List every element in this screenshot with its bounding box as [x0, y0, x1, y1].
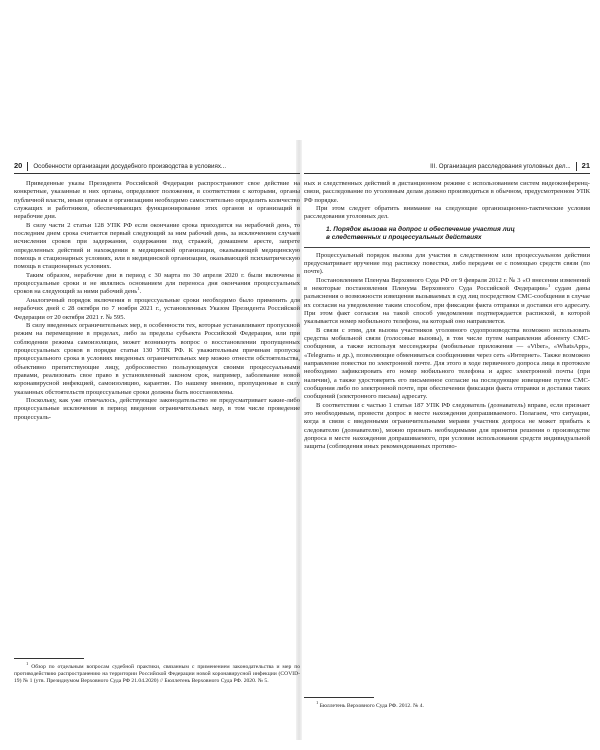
subheading-rule — [304, 247, 590, 248]
footnote-rule — [304, 697, 374, 698]
footnote-text: Обзор по отдельным вопросам судебной практики, связанным с применением законодательства и мер по противодействию распространению на территории Российской Федерации новой коронавирусной инфекции (COVID-19) № 1 (утв. Президиумом Верховного Суда РФ 21.04.2020) // Бюллетень Верховного Суда РФ. 2020. № 5. — [14, 664, 300, 685]
footnote-rule — [14, 658, 84, 659]
paragraph: При этом следует обратить внимание на следующие организационно-тактические условия расследования уголовных дел. — [304, 205, 590, 221]
paragraph: Поскольку, как уже отмечалось, действующее законодательство не предусматривает какие-либо процессуальные исключения в период введения ограничительных мер, в том числе проведение процессуаль- — [14, 396, 300, 421]
footnote-reference: 1 — [137, 286, 140, 292]
paragraph: В связи с этим, для вызова участников уголовного судопроизводства возможно использовать средства мобильной связи (голосовые вызовы), в том числе путем направления абоненту СМС-сообщения, а также используя мессенджеры (мобильные приложения — «Viber», «WhatsApp», «Telegram» и др.), позволяющие обмениваться сообщениями через сеть «Интернет». Также возможно направление повестки по электронной почте. Для этого в ходе первичного допроса лица в протоколе необходимо зафиксировать его номер мобильного телефона и адрес электронной почты (при наличии), а также удостоверить его письменное согласие на последующее извещение путем СМС-сообщения либо по электронной почте, при обеспечении фиксации факта отправки и доставки таких сообщений (электронного письма) адресату. — [304, 326, 590, 401]
footnote — [14, 661, 300, 685]
running-head-divider — [576, 162, 577, 171]
right-page — [304, 0, 590, 750]
right-running-head — [304, 160, 590, 174]
paragraph: Таким образом, нерабочие дни в период с 30 марта по 30 апреля 2020 г. были включены в процессуальные сроки и не являлись основанием для переноса дня окончания процессуальных сроков на следующий за ними рабочий день$^1$. — [14, 271, 300, 296]
left-running-head — [14, 160, 300, 174]
paragraph: В силу части 2 статьи 128 УПК РФ если окончание срока приходится на нерабочий день, то последним днем срока считается первый следующий за ним рабочий день, за исключением случаев исчисления сроков при задержании, содержании под стражей, домашнем аресте, запрете определенных действий и нахождении в медицинской организации, оказывающей медицинскую помощь в стационарных условиях, или в медицинской организации, оказывающей психиатрическую помощь в стационарных условиях. — [14, 221, 300, 271]
left-footnotes — [14, 661, 300, 685]
paragraph: В соответствии с частью 1 статьи 187 УПК РФ следователь (дознаватель) вправе, если признает это необходимым, провести допрос в месте нахождения допрашиваемого. Полагаем, что ситуации, когда в связи с введенными ограничительными мерами участник допроса не может прибыть к следователю (дознавателю), можно признать необходимыми для принятия решения о производстве допроса в месте нахождения допрашиваемого, при условии использования средств индивидуальной защиты (соблюдения иных рекомендованных противо- — [304, 401, 590, 451]
paragraph: Аналогичный порядок включения в процессуальные сроки необходимо было применить для нерабочих дней с 28 октября по 7 ноября 2021 г., установленных Указом Президента Российской Федерации от 20 октября 2021 г. № 595. — [14, 296, 300, 321]
right-body-text — [304, 180, 590, 690]
paragraph: В силу введенных ограничительных мер, в особенности тех, которые устанавливают пропускной режим на перемещение в пределах, либо за пределы субъекта Российской Федерации, или при соблюдении режима самоизоляции, может возникнуть вопрос о восстановлении пропущенных процессуальных сроков в порядке статьи 130 УПК РФ. К уважительным причинам пропуска процессуального срока в условиях введенных ограничительных мер можно отнести обстоятельства, объективно препятствующие лицу, добросовестно пользующемуся своими процессуальными правами, реализовать свое право в установленный законом срок, например, заболевание новой коронавирусной инфекцией, самоизоляцию, карантин. По нашему мнению, пропущенные в силу указанных обстоятельств процессуальные сроки должны быть восстановлены. — [14, 321, 300, 396]
left-page — [14, 0, 300, 750]
footnote-marker: 1 — [26, 661, 29, 667]
paragraph: ных и следственных действий в дистанционном режиме с использованием систем видеоконференц-связи, расследование по уголовным делам должно производиться в обычном, предусмотренном УПК РФ порядке. — [304, 180, 590, 204]
section-subheading — [304, 226, 590, 243]
right-page-number: 21 — [581, 161, 590, 170]
running-head-divider — [27, 162, 28, 171]
right-footnotes — [304, 700, 590, 710]
left-running-head-title: Особенности организации досудебного производства в условиях... — [33, 163, 227, 170]
subheading-line: в следственных и процессуальных действиях — [326, 234, 482, 242]
paragraph — [304, 277, 590, 327]
paragraph-text: Таким образом, нерабочие дни в период с 30 марта по 30 апреля 2020 г. были включены в процессуальные сроки и не являлись основанием для переноса дня окончания процессуальных сроков на следующий за ними рабочий день — [14, 271, 300, 296]
footnote-marker: 1 — [316, 700, 319, 706]
left-page-number: 20 — [14, 161, 23, 170]
paragraph-text: судам даны разъяснения о возможности извещения вызываемых в суд лиц посредством СМС-сообщения в случае их согласия на уведомление таким способом, при фиксации факта отправки и доставки его адресату. При этом факт согласия на такой способ уведомления подтверждается распиской, в которой указывается номер мобильного телефона, на который оно направляется. — [304, 284, 590, 326]
subheading-line: 1. Порядок вызова на допрос и обеспечение участия лиц — [326, 225, 515, 233]
paragraph-text: Постановлением Пленума Верховного Суда РФ от 9 февраля 2012 г. № 3 «О внесении изменений в некоторые постановления Пленума Верховного Суда Российской Федерации» — [304, 276, 590, 292]
right-running-head-title: III. Организация расследования уголовных дел... — [430, 163, 571, 170]
footnote-reference: 1 — [548, 282, 551, 288]
footnote-text: Бюллетень Верховного Суда РФ. 2012. № 4. — [319, 703, 424, 709]
paragraph: Процессуальный порядок вызова для участия в следственном или процессуальном действии предусматривает вручение под расписку повестки, либо передачи ее с помощью средств связи (по почте). — [304, 251, 590, 276]
left-body-text — [14, 180, 300, 650]
footnote — [304, 700, 590, 710]
paragraph: Приведенные указы Президента Российской Федерации распространяют свое действие на конкретные, указанные в них органы, определяют положения, в соответствии с которыми, органы публичной власти, иным органам и организациям необходимо самостоятельно определить количество служащих и работников, обеспечивающих функционирование этих органов и организаций в нерабочие дни. — [14, 180, 300, 221]
